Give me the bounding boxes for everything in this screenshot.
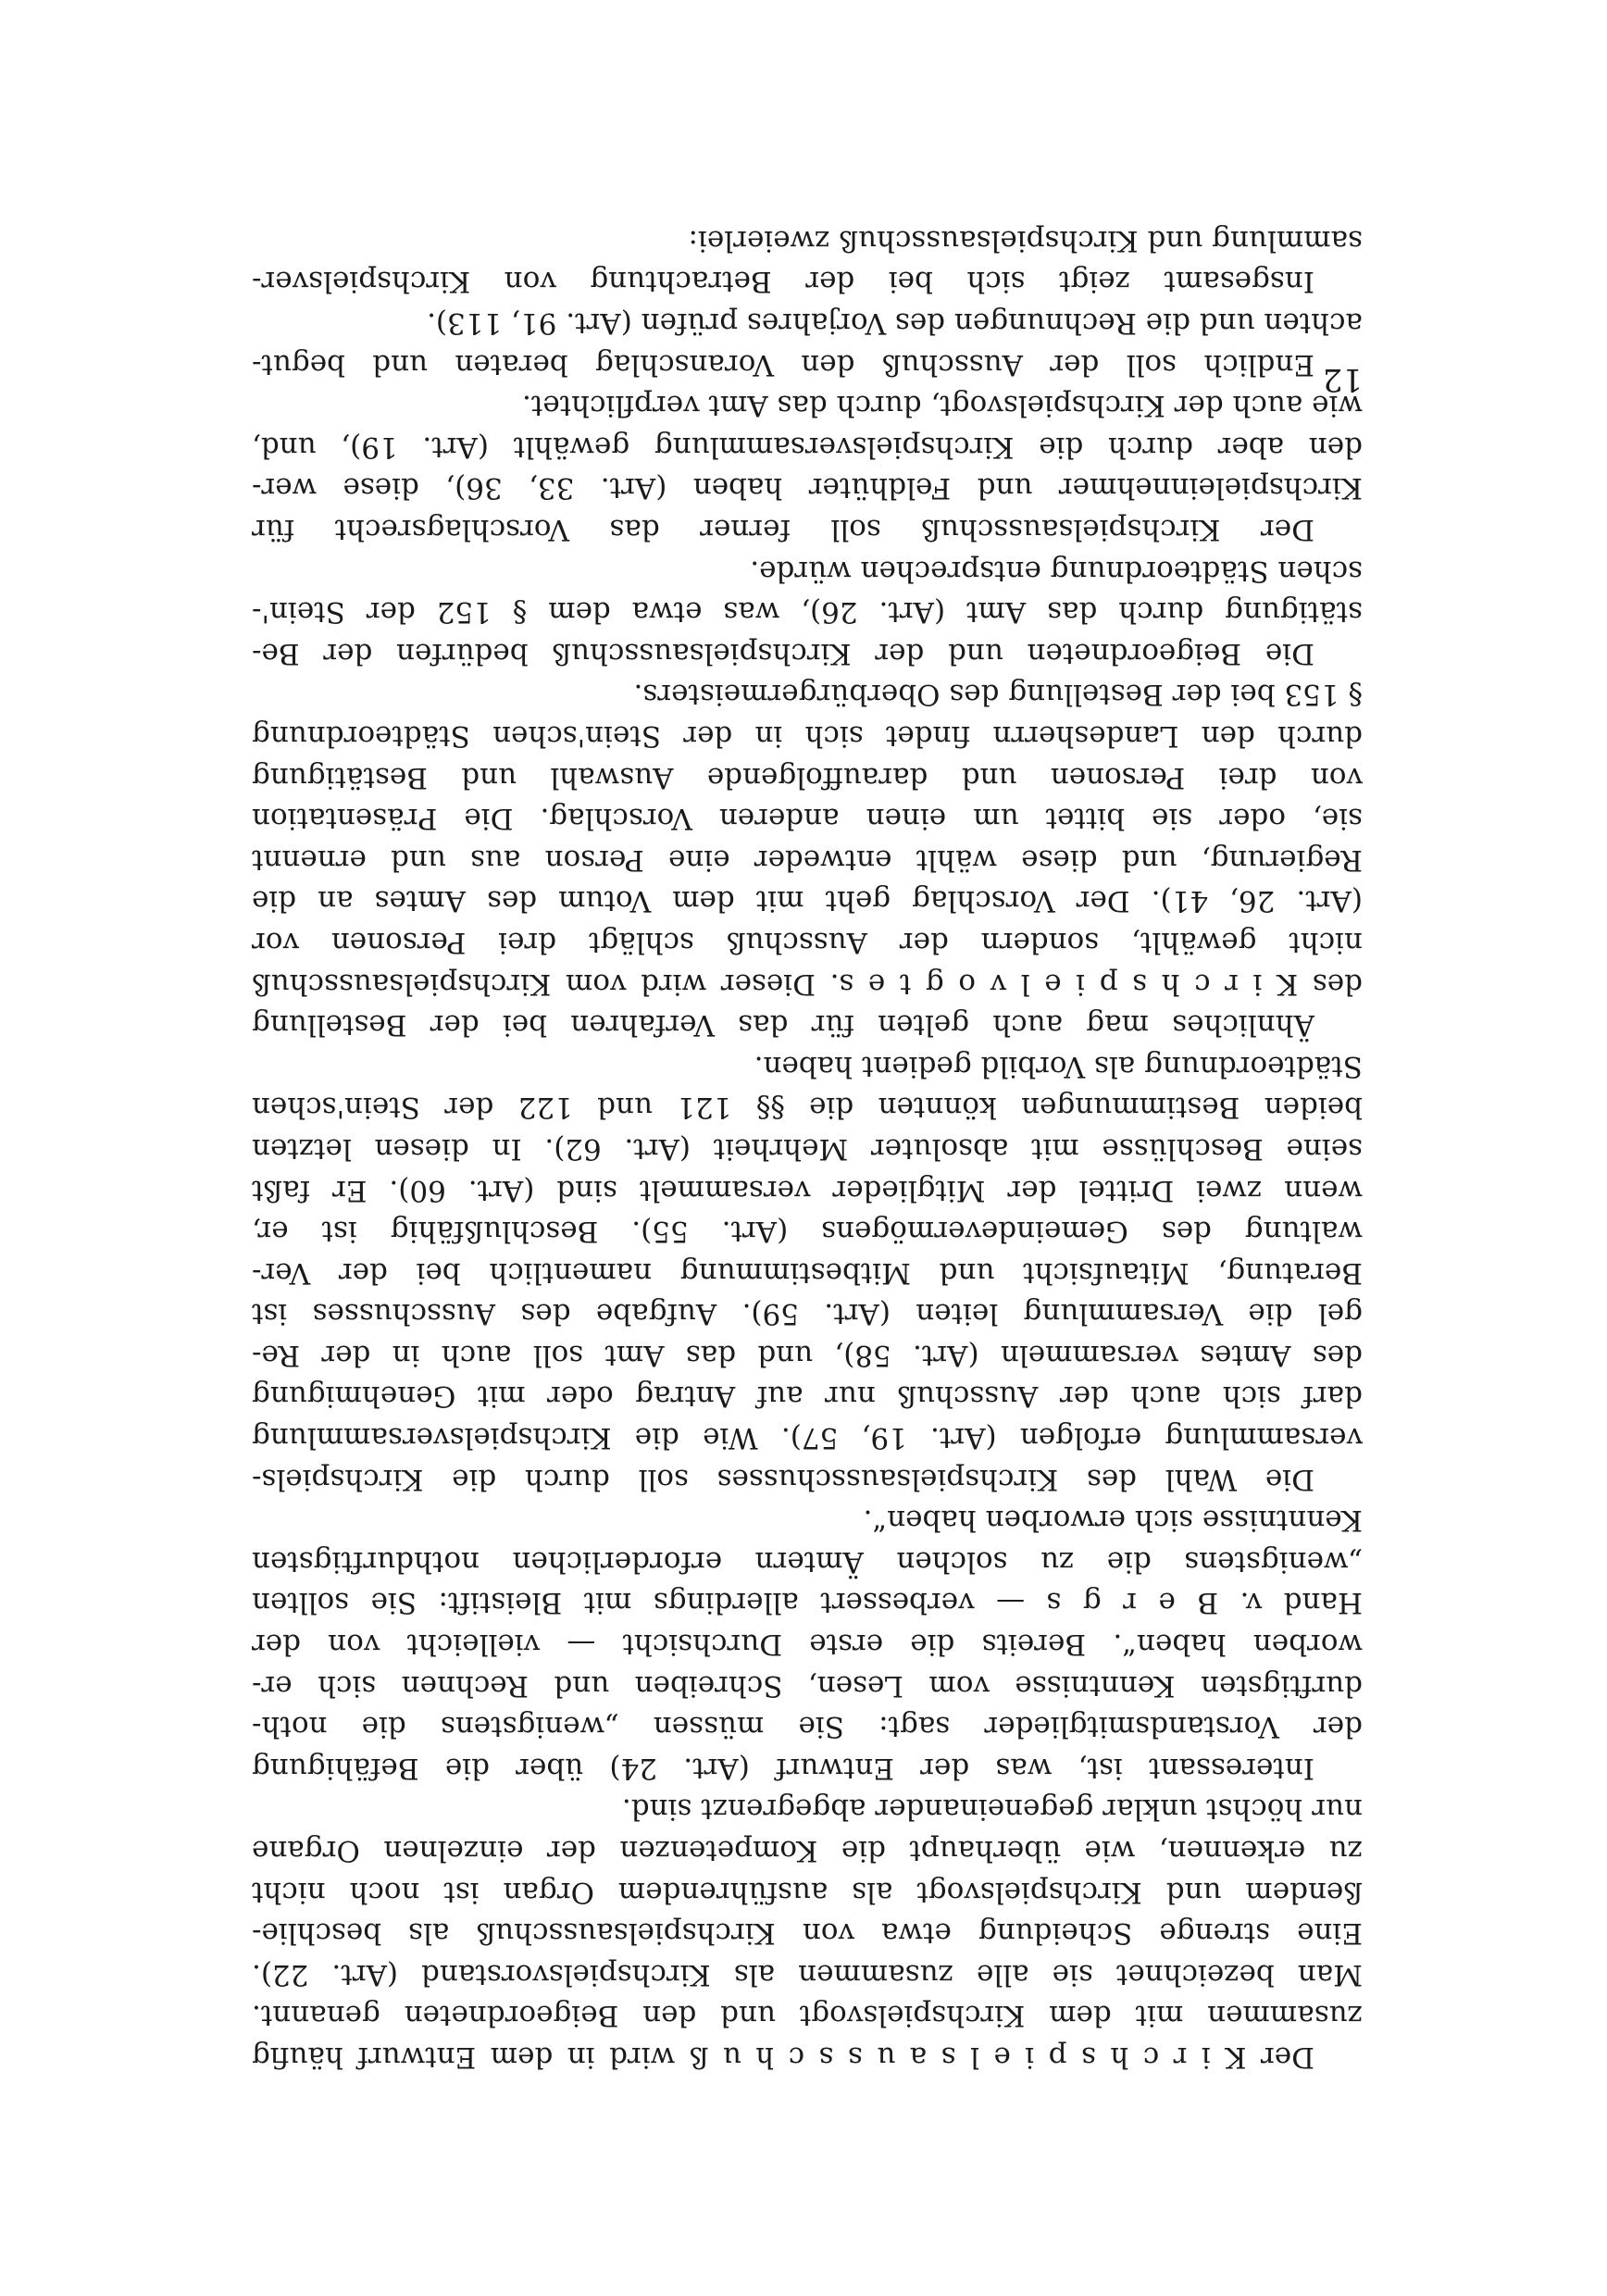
text-line: Hand v. B e r g s — verbessert allerdings mit Bleistift: Sie sollten	[252, 1586, 1363, 1620]
text-line: nicht gewählt, sondern der Ausschuß schlägt drei Personen vor	[252, 925, 1363, 959]
text-line: worben haben“. Bereits die erste Durchsicht — vielleicht von der	[252, 1628, 1363, 1662]
text-line: sammlung und Kirchspielsausschuß zweierlei:	[688, 223, 1363, 257]
text-line: Kirchspieleinnehmer und Feldhüter haben (Art. 33, 36), diese wer-	[252, 471, 1363, 505]
text-line: beiden Bestimmungen könnten die §§ 121 und 122 der Stein'schen	[252, 1091, 1363, 1125]
text-line: Man bezeichnet sie alle zusammen als Kirchspielsvorstand (Art. 22).	[252, 1957, 1363, 1991]
text-line: Eine strenge Scheidung etwa von Kirchspielsausschuß als beschlie-	[252, 1916, 1363, 1951]
text-line: des Amtes versammeln (Art. 58), und das Amt soll auch in der Re-	[252, 1338, 1363, 1372]
text-line: Städteordnung als Vorbild gedient haben.	[754, 1049, 1363, 1083]
text-line: nur höchst unklar gegeneinander abgegrenzt sind.	[621, 1792, 1363, 1827]
text-line: waltung des Gemeindevermögens (Art. 55). Beschlußfähig ist er,	[252, 1215, 1363, 1249]
text-line: (Art. 26, 41). Der Vorschlag geht mit dem Votum des Amtes an die	[252, 884, 1363, 918]
text-line: Interessant ist, was der Entwurf (Art. 24) über die Befähigung	[252, 1751, 1314, 1785]
text-line: ßendem und Kirchspielsvogt als ausführendem Organ ist noch nicht	[252, 1875, 1363, 1909]
body-text	[252, 219, 1363, 2078]
text-line: sie, oder sie bittet um einen anderen Vorschlag. Die Präsentation	[252, 802, 1363, 836]
text-line: von drei Personen und darauffolgende Auswahl und Bestätigung	[252, 760, 1363, 794]
text-line: versammlung erfolgen (Art. 19, 57). Wie die Kirchspielsversammlung	[252, 1421, 1363, 1455]
text-line: seine Beschlüsse mit absoluter Mehrheit (Art. 62). In diesen letzten	[252, 1131, 1363, 1166]
text-line: der Vorstandsmitglieder sagt: Sie müssen „wenigstens die noth-	[252, 1710, 1363, 1744]
page-number: 12	[1322, 361, 1363, 398]
text-line: darf sich auch der Ausschuß nur auf Antrag oder mit Genehmigung	[252, 1379, 1363, 1414]
text-line: des K i r c h s p i e l v o g t e s. Dieser wird vom Kirchspielsausschuß	[252, 967, 1363, 1001]
text-line: wie auch der Kirchspielsvogt, durch das Amt verpflichtet.	[522, 389, 1363, 423]
text-line: § 153 bei der Bestellung des Oberbürgermeisters.	[633, 678, 1363, 712]
text-line: Insgesamt zeigt sich bei der Betrachtung von Kirchspielsver-	[252, 265, 1314, 299]
text-line: Die Beigeordneten und der Kirchspielsausschuß bedürfen der Be-	[252, 636, 1314, 670]
text-line: Der Kirchspielsausschuß soll ferner das Vorschlagsrecht für	[252, 513, 1314, 547]
text-line: „wenigstens die zu solchen Ämtern erforderlichen nothdurftigsten	[252, 1544, 1363, 1578]
text-line: den aber durch die Kirchspielsversammlung gewählt (Art. 19), und,	[252, 430, 1363, 464]
text-line: Ähnliches mag auch gelten für das Verfahren bei der Bestellung	[252, 1008, 1314, 1042]
text-line: zu erkennen, wie überhaupt die Kompetenzen der einzelnen Organe	[252, 1834, 1363, 1868]
text-line: zusammen mit dem Kirchspielsvogt und den Beigeordneten genannt.	[252, 1999, 1363, 2033]
text-line: durftigsten Kenntnisse vom Lesen, Schreiben und Rechnen sich er-	[252, 1668, 1363, 1703]
text-line: durch den Landesherrn findet sich in der Stein'schen Städteordnung	[252, 719, 1363, 753]
text-line: gel die Versammlung leiten (Art. 59). Aufgabe des Ausschusses ist	[252, 1297, 1363, 1331]
text-line: stätigung durch das Amt (Art. 26), was etwa dem § 152 der Stein'-	[252, 595, 1363, 630]
text-line: Die Wahl des Kirchspielsausschusses soll durch die Kirchspiels-	[252, 1462, 1314, 1496]
text-line: achten und die Rechnungen des Vorjahres prüfen (Art. 91, 113).	[427, 306, 1363, 341]
text-line: Endlich soll der Ausschuß den Voranschlag beraten und begut-	[252, 347, 1314, 381]
text-line: Kenntnisse sich erworben haben“.	[863, 1504, 1363, 1538]
text-line: Regierung, und diese wählt entweder eine Person aus und ernennt	[252, 842, 1363, 877]
text-line: wenn zwei Drittel der Mitglieder versammelt sind (Art. 60). Er faßt	[252, 1173, 1363, 1207]
text-line: schen Städteordnung entsprechen würde.	[750, 554, 1363, 588]
text-line: Beratung, Mitaufsicht und Mitbestimmung namentlich bei der Ver-	[252, 1255, 1363, 1290]
text-line: Der K i r c h s p i e l s a u s s c h u ß wird in dem Entwurf häufig	[252, 2040, 1314, 2074]
